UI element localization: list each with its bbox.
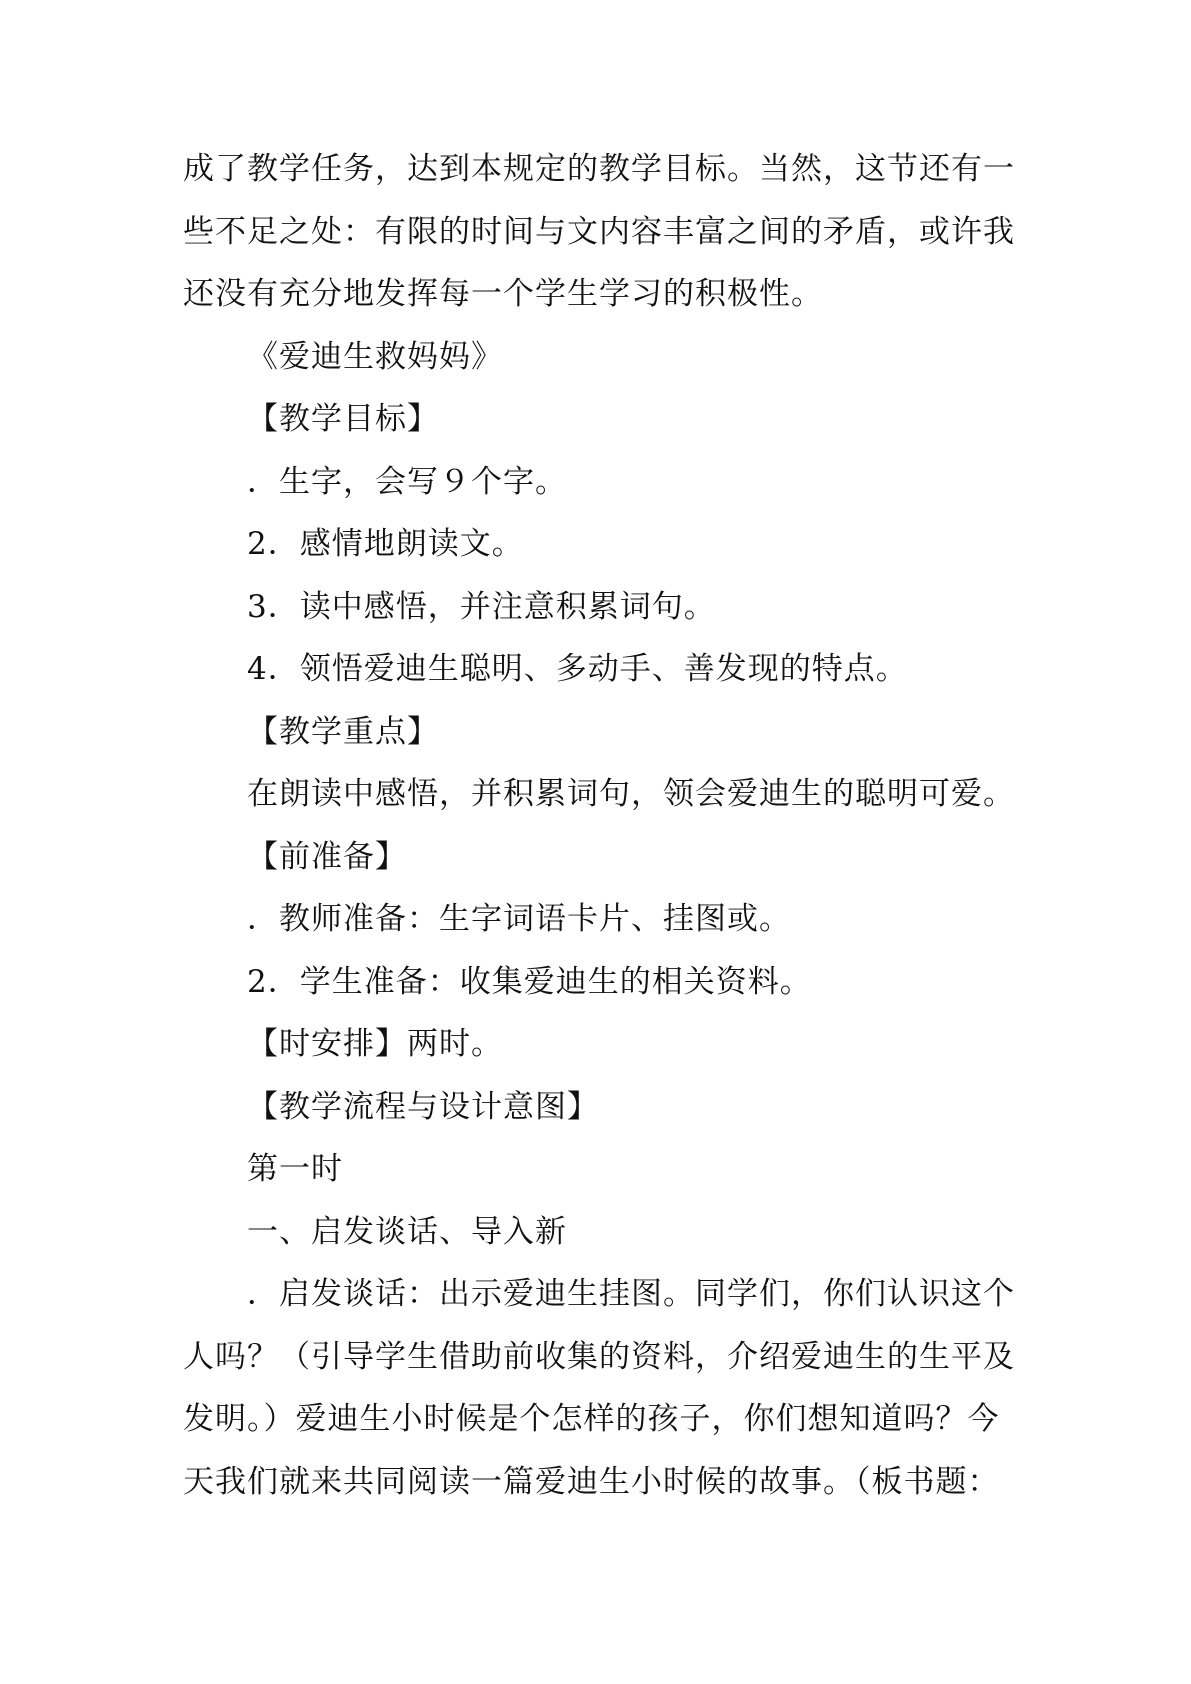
list-item: 2．感情地朗读文。 — [247, 526, 524, 562]
section-heading-process: 【教学流程与设计意图】 — [247, 1088, 599, 1125]
list-item: ．生字，会写９个字。 — [247, 463, 567, 500]
text-line: 在朗读中感悟，并积累词句，领会爱迪生的聪明可爱。 — [247, 776, 1015, 812]
lesson-title: 《爱迪生救妈妈》 — [247, 338, 503, 375]
subsection-heading: 一、启发谈话、导入新 — [247, 1213, 567, 1250]
text-line: ．启发谈话：出示爱迪生挂图。同学们，你们认识这个 — [247, 1276, 1015, 1312]
text-line: 人吗？（引导学生借助前收集的资料，介绍爱迪生的生平及 — [183, 1338, 1015, 1375]
text-line: 发明。）爱迪生小时候是个怎样的孩子，你们想知道吗？今 — [183, 1401, 1000, 1437]
list-item: 3．读中感悟，并注意积累词句。 — [247, 588, 716, 625]
section-heading-schedule: 【时安排】两时。 — [247, 1026, 503, 1062]
list-item: ．教师准备：生字词语卡片、挂图或。 — [247, 901, 791, 937]
section-heading-teaching-focus: 【教学重点】 — [247, 713, 439, 750]
list-item: 2．学生准备：收集爱迪生的相关资料。 — [247, 963, 812, 1000]
subsection-heading: 第一时 — [247, 1151, 343, 1187]
section-heading-teaching-goals: 【教学目标】 — [247, 401, 439, 437]
section-heading-preparation: 【前准备】 — [247, 838, 407, 875]
text-line: 天我们就来共同阅读一篇爱迪生小时候的故事。（板书题： — [183, 1463, 1000, 1500]
document-body — [183, 138, 1023, 1513]
list-item: 4．领悟爱迪生聪明、多动手、善发现的特点。 — [247, 651, 908, 687]
text-line: 些不足之处：有限的时间与文内容丰富之间的矛盾，或许我 — [183, 213, 1015, 250]
text-line: 成了教学任务，达到本规定的教学目标。当然，这节还有一 — [183, 151, 1015, 187]
text-line: 还没有充分地发挥每一个学生学习的积极性。 — [183, 276, 823, 312]
